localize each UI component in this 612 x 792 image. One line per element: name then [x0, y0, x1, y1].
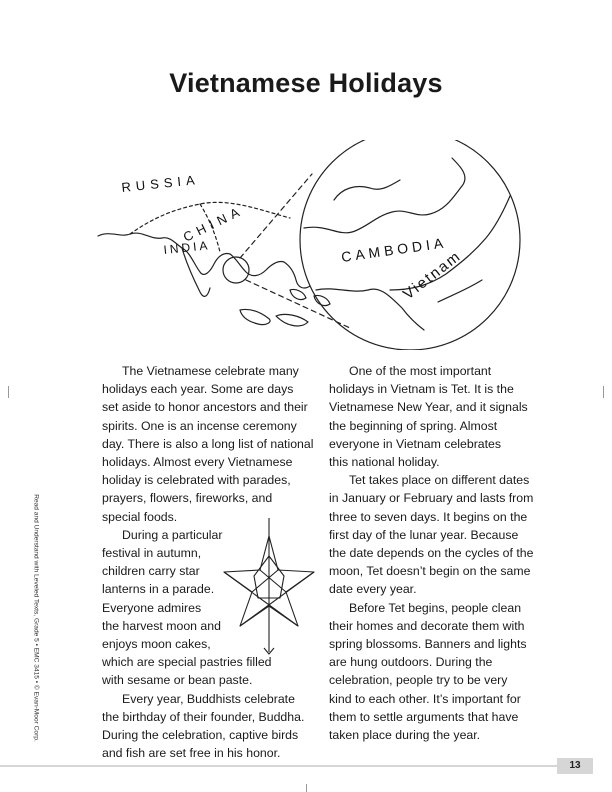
body-line: three to seven days. It begins on the: [329, 509, 528, 524]
body-line: spring blossoms. Banners and lights: [329, 637, 527, 652]
body-line: Everyone admires: [102, 600, 202, 615]
body-line: which are special pastries filled: [102, 655, 272, 670]
body-line: taken place during the year.: [329, 728, 481, 743]
map-label-vietnam: Vietnam: [399, 247, 465, 304]
margin-tick-left: [8, 386, 9, 398]
body-line: everyone in Vietnam celebrates: [329, 436, 502, 451]
page-number: 13: [557, 758, 593, 774]
side-credit-text: Read and Understand with Leveled Texts, Grade 5 • EMC 3415 • © Evan-Moor Corp.: [32, 494, 40, 742]
body-line: prayers, flowers, fireworks, and: [102, 491, 273, 506]
body-line: in January or February and lasts from: [329, 491, 534, 506]
body-line: During the celebration, captive birds: [102, 728, 299, 743]
margin-tick-right: [603, 386, 604, 398]
body-line: During a particular: [122, 527, 223, 542]
body-line: date every year.: [329, 582, 417, 597]
body-line: the harvest moon and: [102, 618, 221, 633]
body-line: Before Tet begins, people clean: [349, 600, 522, 615]
page-title: Vietnamese Holidays: [169, 68, 443, 98]
body-line: spirits. One is an incense ceremony: [102, 418, 297, 433]
body-line: set aside to honor ancestors and their: [102, 400, 308, 415]
star-lantern-illustration: [214, 518, 324, 656]
body-line: day. There is also a long list of national: [102, 436, 314, 451]
body-line: this national holiday.: [329, 455, 440, 470]
body-line: children carry star: [102, 564, 200, 579]
body-line: enjoys moon cakes,: [102, 637, 211, 652]
map-label-china: CHINA: [180, 202, 247, 245]
body-line: the birthday of their founder, Buddha.: [102, 709, 305, 724]
body-line: The Vietnamese celebrate many: [122, 364, 299, 378]
body-line: the beginning of spring. Almost: [329, 418, 498, 433]
body-line: special foods.: [102, 509, 178, 524]
map-label-russia: RUSSIA: [120, 171, 201, 195]
body-line: and fish are set free in his honor.: [102, 746, 281, 761]
body-column-right: [329, 362, 539, 744]
body-line: Tet takes place on different dates: [349, 473, 530, 488]
margin-tick-center: [306, 784, 307, 792]
body-line: their homes and decorate them with: [329, 618, 525, 633]
body-line: Vietnamese New Year, and it signals: [329, 400, 528, 415]
body-line: kind to each other. It’s important for: [329, 691, 521, 706]
body-line: celebration, people try to be very: [329, 673, 508, 688]
body-line: with sesame or bean paste.: [102, 673, 253, 688]
body-line: holidays. Almost every Vietnamese: [102, 455, 293, 470]
body-line: holidays in Vietnam is Tet. It is the: [329, 382, 514, 397]
body-line: holidays each year. Some are days: [102, 382, 294, 397]
body-line: moon, Tet doesn’t begin on the same: [329, 564, 531, 579]
body-line: Every year, Buddhists celebrate: [122, 691, 295, 706]
body-line: One of the most important: [349, 364, 492, 378]
map-label-india: INDIA: [162, 238, 212, 257]
body-line: lanterns in a parade.: [102, 582, 215, 597]
body-line: them to settle arguments that have: [329, 709, 519, 724]
footer-rule: [0, 765, 557, 767]
body-line: first day of the lunar year. Because: [329, 527, 519, 542]
body-line: holiday is celebrated with parades,: [102, 473, 291, 488]
body-line: festival in autumn,: [102, 546, 202, 561]
body-line: are hung outdoors. During the: [329, 655, 493, 670]
map-label-cambodia: CAMBODIA: [340, 234, 449, 265]
body-line: the date depends on the cycles of the: [329, 546, 534, 561]
map-illustration: [90, 140, 530, 350]
